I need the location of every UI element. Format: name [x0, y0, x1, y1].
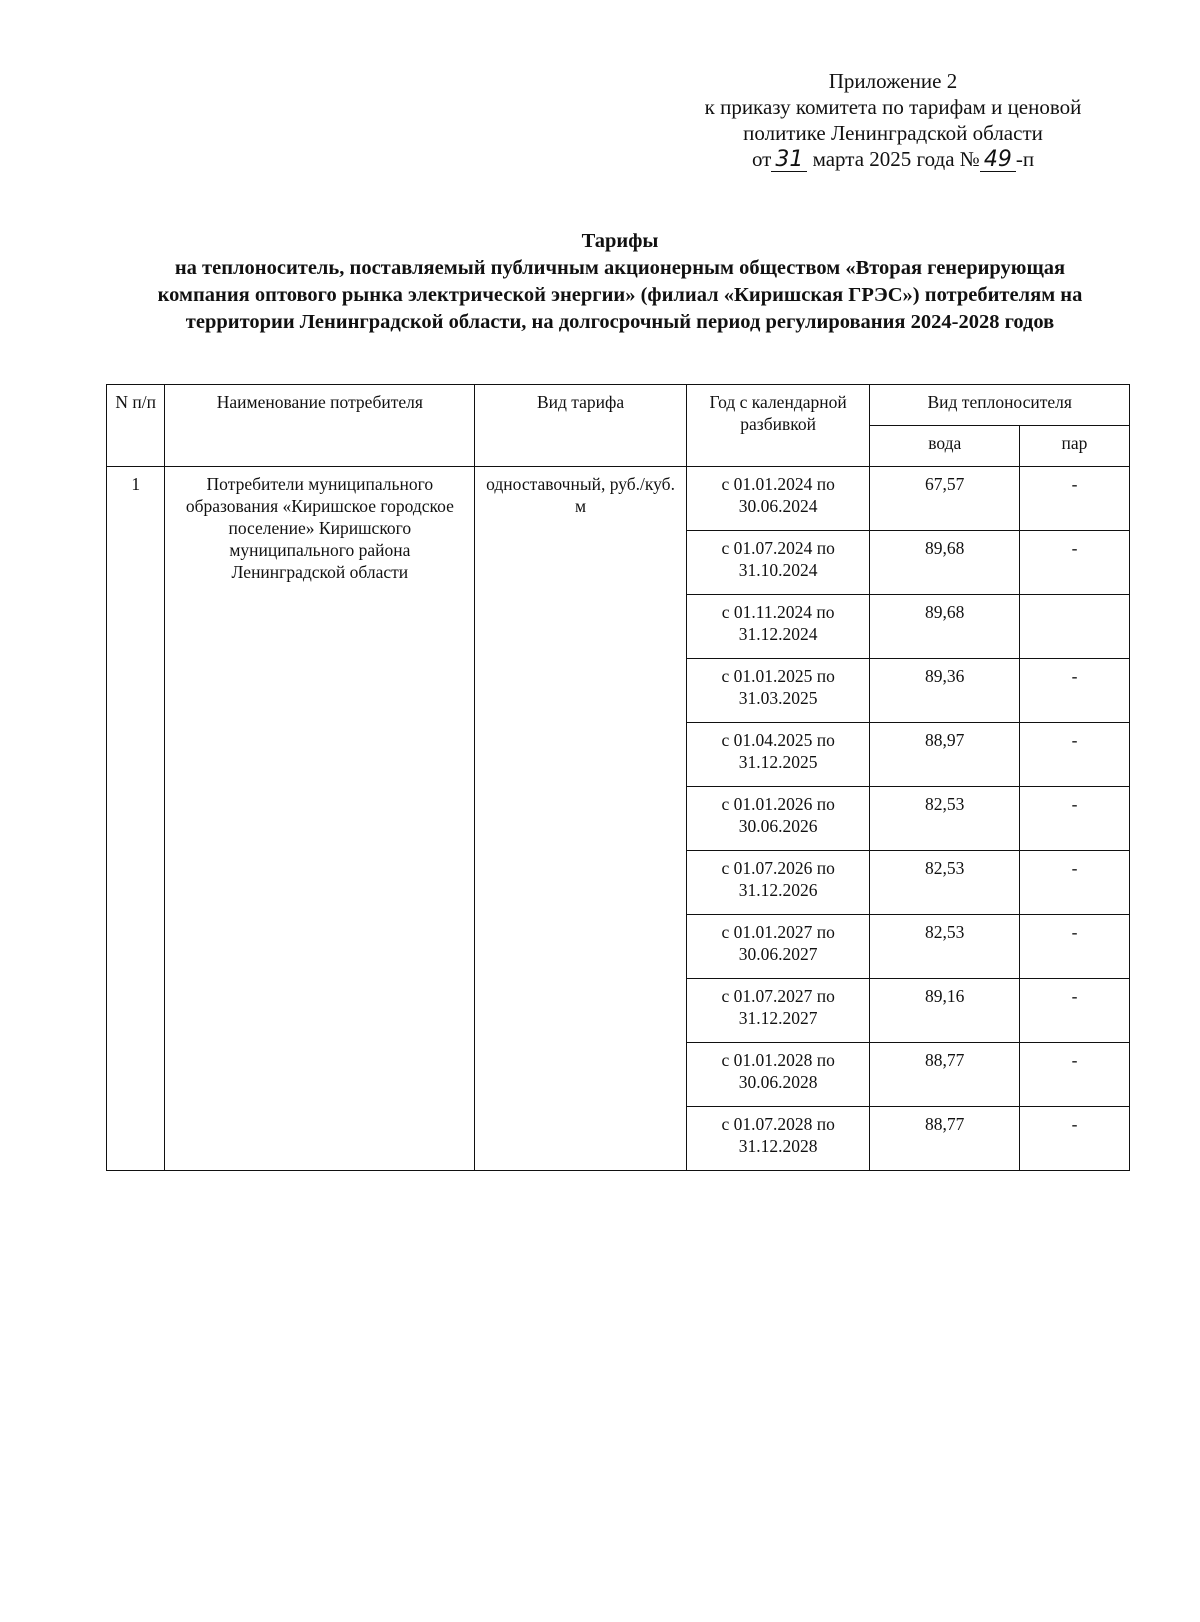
date-middle: марта 2025 года №: [812, 147, 980, 171]
appendix-line-3: политике Ленинградской области: [743, 121, 1043, 145]
cell-steam-value: -: [1020, 787, 1130, 851]
cell-period: с 01.07.2028 по 31.12.2028: [686, 1107, 870, 1171]
header-tariff-type: Вид тарифа: [475, 385, 687, 467]
cell-steam-value: -: [1020, 723, 1130, 787]
header-water: вода: [870, 426, 1020, 467]
cell-steam-value: [1020, 595, 1130, 659]
cell-water-value: 89,36: [870, 659, 1020, 723]
cell-period: с 01.01.2028 по 30.06.2028: [686, 1043, 870, 1107]
cell-period: с 01.11.2024 по 31.12.2024: [686, 595, 870, 659]
document-title: [150, 228, 1090, 336]
cell-steam-value: -: [1020, 979, 1130, 1043]
cell-period: с 01.04.2025 по 31.12.2025: [686, 723, 870, 787]
date-prefix: от: [751, 147, 772, 171]
header-carrier: Вид теплоносителя: [870, 385, 1130, 426]
cell-steam-value: -: [1020, 1107, 1130, 1171]
cell-period: с 01.07.2027 по 31.12.2027: [686, 979, 870, 1043]
cell-water-value: 82,53: [870, 915, 1020, 979]
cell-period: с 01.01.2026 по 30.06.2026: [686, 787, 870, 851]
order-suffix: -п: [1015, 147, 1035, 171]
cell-water-value: 88,77: [870, 1043, 1020, 1107]
header-steam: пар: [1020, 426, 1130, 467]
cell-steam-value: -: [1020, 915, 1130, 979]
cell-water-value: 67,57: [870, 467, 1020, 531]
cell-steam-value: -: [1020, 1043, 1130, 1107]
cell-steam-value: -: [1020, 531, 1130, 595]
order-number-handwritten: 49: [980, 149, 1016, 172]
cell-steam-value: -: [1020, 467, 1130, 531]
cell-consumer: Потребители муниципального образования «Киришское городское поселение» Киришского муниципального района Ленинградской области: [165, 467, 475, 1171]
cell-period: с 01.07.2026 по 31.12.2026: [686, 851, 870, 915]
cell-water-value: 82,53: [870, 787, 1020, 851]
cell-steam-value: -: [1020, 851, 1130, 915]
header-period: Год с календарной разбивкой: [686, 385, 870, 467]
cell-period: с 01.01.2027 по 30.06.2027: [686, 915, 870, 979]
header-consumer: Наименование потребителя: [165, 385, 475, 467]
appendix-line-1: Приложение 2: [828, 69, 958, 93]
tariff-table-body: [107, 467, 1130, 1171]
cell-water-value: 89,16: [870, 979, 1020, 1043]
cell-water-value: 88,97: [870, 723, 1020, 787]
cell-period: с 01.07.2024 по 31.10.2024: [686, 531, 870, 595]
tariff-table: [106, 384, 1130, 1171]
title-main: Тарифы: [581, 230, 659, 252]
appendix-date-line: [658, 146, 1128, 172]
table-row: [107, 467, 1130, 531]
title-subtitle: на теплоноситель, поставляемый публичным акционерным обществом «Вторая генерирующая компания оптового рынка электрической энергии» (филиал «Киришская ГРЭС») потребителям на территории Ленинградской области, на долгосрочный период регулирования 2024-2028 годов: [157, 257, 1083, 333]
appendix-line-2: к приказу комитета по тарифам и ценовой: [704, 95, 1082, 119]
cell-period: с 01.01.2025 по 31.03.2025: [686, 659, 870, 723]
appendix-header: [658, 68, 1128, 172]
cell-period: с 01.01.2024 по 30.06.2024: [686, 467, 870, 531]
cell-number: 1: [107, 467, 165, 1171]
cell-water-value: 89,68: [870, 595, 1020, 659]
cell-water-value: 88,77: [870, 1107, 1020, 1171]
cell-tariff-type: одноставочный, руб./куб. м: [475, 467, 687, 1171]
cell-water-value: 89,68: [870, 531, 1020, 595]
header-number: N п/п: [107, 385, 165, 467]
cell-water-value: 82,53: [870, 851, 1020, 915]
date-day-handwritten: 31: [771, 149, 807, 172]
cell-steam-value: -: [1020, 659, 1130, 723]
